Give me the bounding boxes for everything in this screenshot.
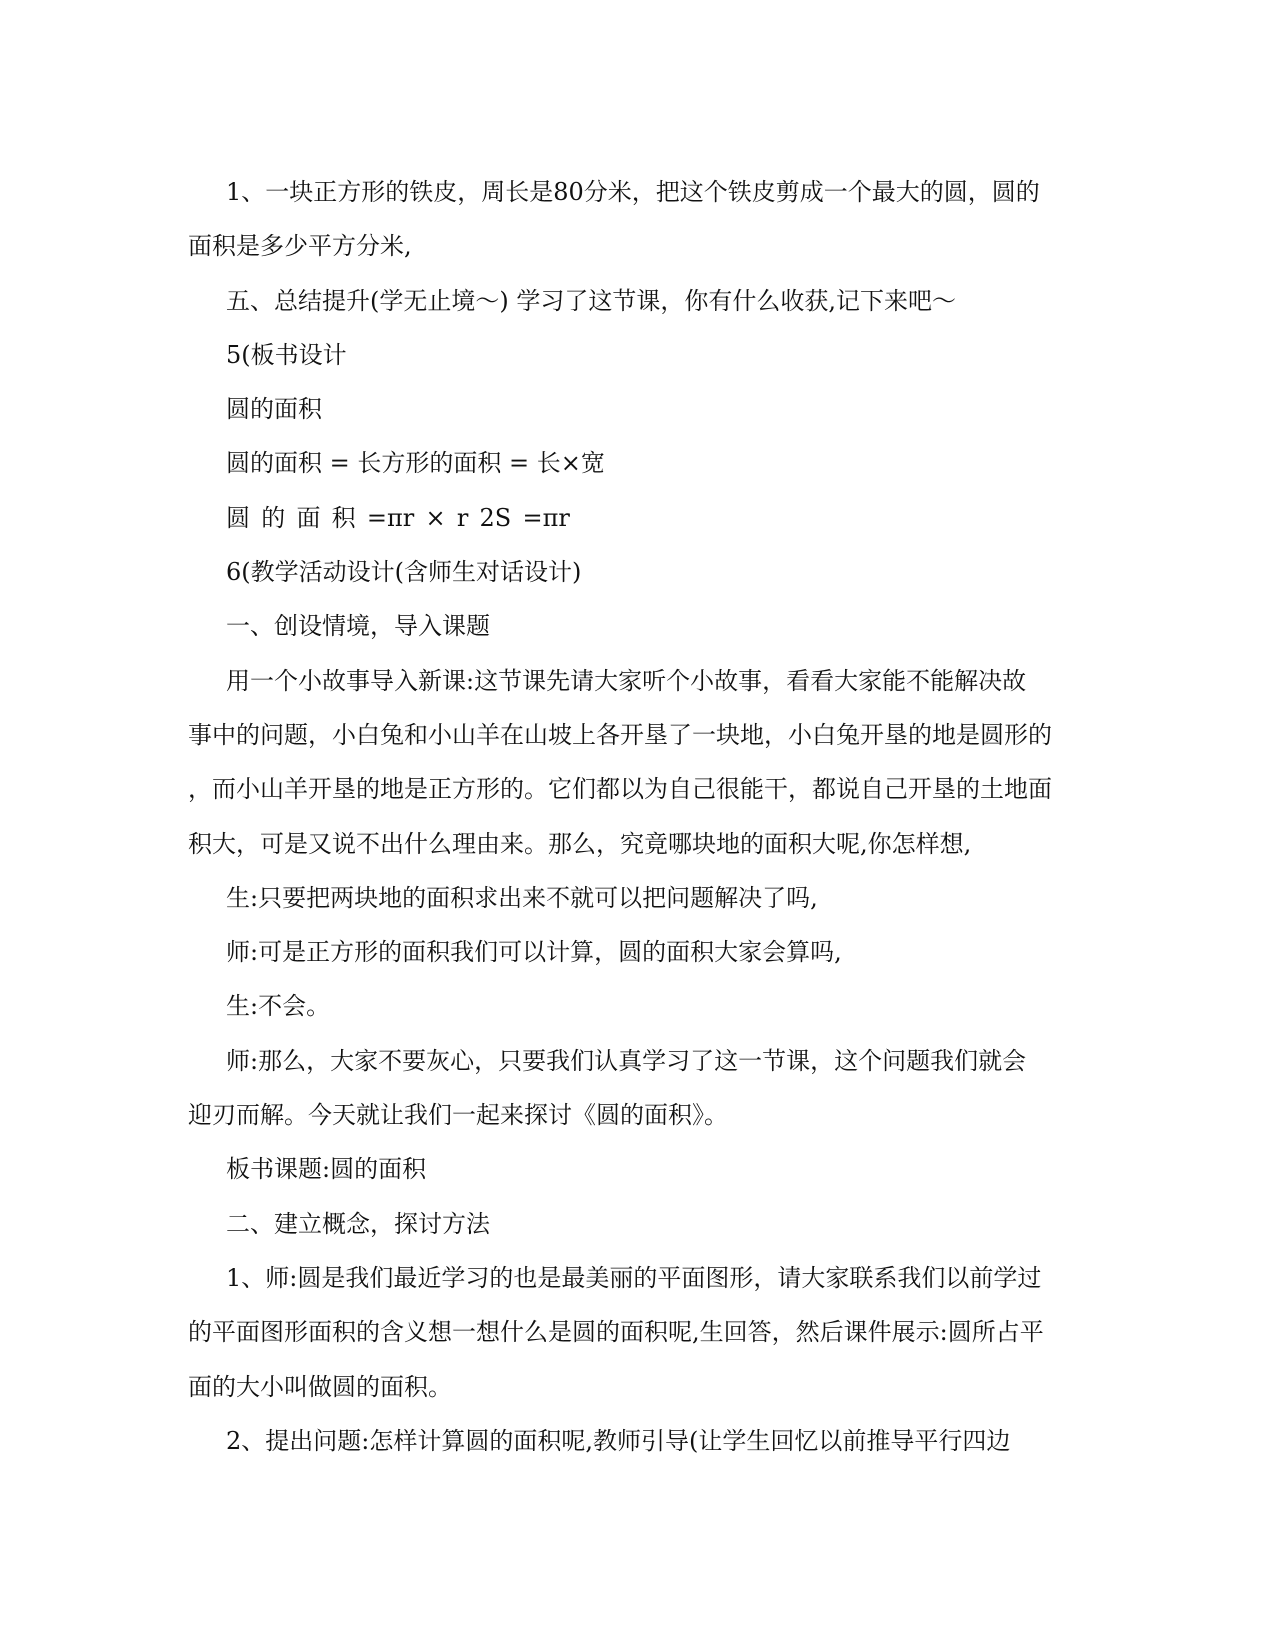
document-body [188,165,1088,1468]
paragraph-line: 面积是多少平方分米, [188,232,412,261]
paragraph-line: 1、一块正方形的铁皮，周长是80分米，把这个铁皮剪成一个最大的圆，圆的 [226,178,1040,206]
dialogue-line: 生:不会。 [226,992,331,1021]
paragraph-line: 积大，可是又说不出什么理由来。那么，究竟哪块地的面积大呢,你怎样想, [188,829,972,858]
paragraph-line: ，而小山羊开垦的地是正方形的。它们都以为自己很能干，都说自己开垦的土地面 [188,775,1052,804]
paragraph-line: 的平面图形面积的含义想一想什么是圆的面积呢,生回答，然后课件展示:圆所占平 [188,1318,1044,1347]
section-heading: 二、建立概念，探讨方法 [226,1209,490,1238]
paragraph-line: 用一个小故事导入新课:这节课先请大家听个小故事，看看大家能不能解决故 [226,666,1027,695]
paragraph-line: 事中的问题，小白兔和小山羊在山坡上各开垦了一块地，小白兔开垦的地是圆形的 [188,720,1052,749]
dialogue-line: 师:可是正方形的面积我们可以计算，圆的面积大家会算吗, [226,938,842,967]
section-heading: 6(教学活动设计(含师生对话设计) [226,558,582,587]
dialogue-line: 师:那么，大家不要灰心，只要我们认真学习了这一节课，这个问题我们就会 [226,1046,1027,1075]
paragraph-line: 迎刃而解。今天就让我们一起来探讨《圆的面积》。 [188,1101,728,1130]
paragraph-line: 2、提出问题:怎样计算圆的面积呢,教师引导(让学生回忆以前推导平行四边 [226,1426,1011,1455]
section-heading: 五、总结提升(学无止境～) 学习了这节课，你有什么收获,记下来吧～ [226,286,956,315]
paragraph-line: 1、师:圆是我们最近学习的也是最美丽的平面图形，请大家联系我们以前学过 [226,1263,1042,1292]
section-heading: 5(板书设计 [226,340,347,369]
paragraph-line: 面的大小叫做圆的面积。 [188,1372,452,1401]
paragraph-line: 板书课题:圆的面积 [226,1155,427,1184]
board-title: 圆的面积 [226,395,322,424]
section-heading: 一、创设情境，导入课题 [226,612,490,641]
formula-line: 圆的面积 = 长方形的面积 = 长×宽 [226,449,605,478]
formula-line: 圆 的 面 积 =πr × r 2S =πr [226,503,570,532]
dialogue-line: 生:只要把两块地的面积求出来不就可以把问题解决了吗, [226,883,818,912]
